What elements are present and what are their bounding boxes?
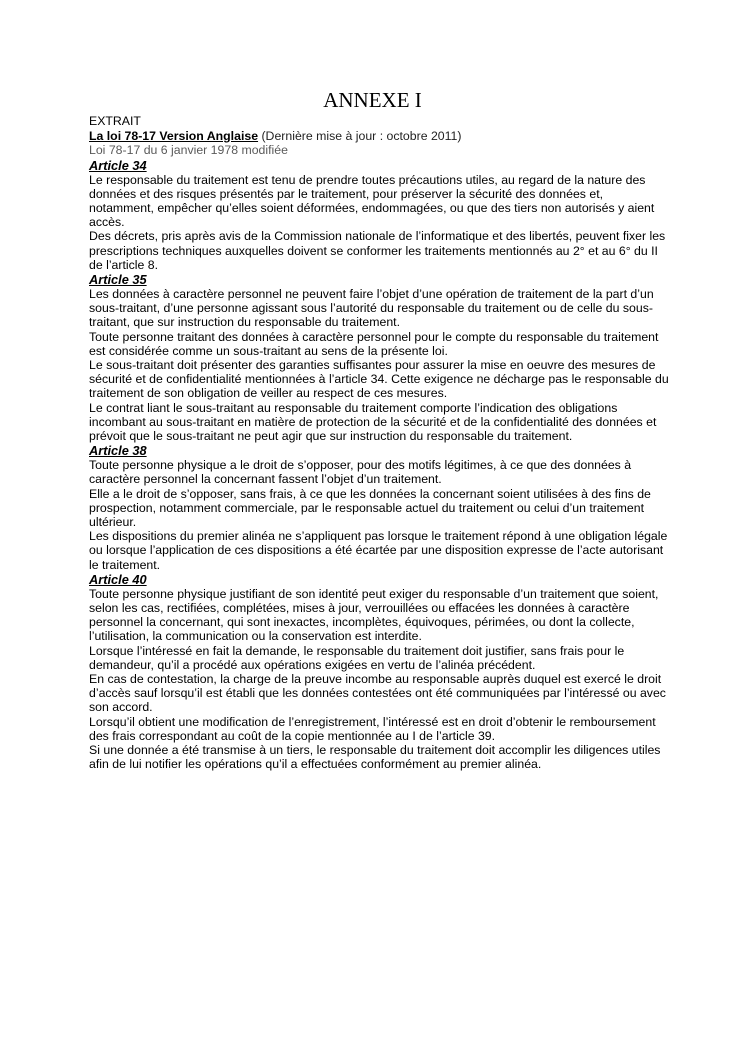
article-paragraph: Les dispositions du premier alinéa ne s’appliquent pas lorsque le traitement répond à une obligation légale ou lorsque l’application de ces dispositions a été écartée par une disposition expresse de l’acte autorisant le traitement.: [89, 529, 668, 572]
page-title: ANNEXE I: [323, 88, 422, 112]
article-heading: Article 38: [89, 443, 147, 459]
article-paragraph: Lorsqu’il obtient une modification de l’enregistrement, l’intéressé est en droit d’obtenir le remboursement des frais correspondant au coût de la copie mentionnée au I de l’article 39.: [89, 714, 656, 743]
article-paragraph: Toute personne physique a le droit de s’opposer, pour des motifs légitimes, à ce que des données à caractère personnel la concernant fassent l’objet d’un traitement.: [89, 458, 632, 487]
extract-header: [89, 114, 669, 158]
article-35: [89, 272, 669, 443]
law-subtitle: Loi 78-17 du 6 janvier 1978 modifiée: [89, 143, 288, 157]
article-paragraph: Toute personne traitant des données à caractère personnel pour le compte du responsable du traitement est considérée comme un sous-traitant au sens de la présente loi.: [89, 329, 659, 358]
article-paragraph: Le responsable du traitement est tenu de prendre toutes précautions utiles, au regard de la nature des données et des risques présentés par le traitement, pour préserver la sécurité des données et, notamment, empêcher qu’elles soient déformées, endommagées, ou que des tiers non autorisés y aient accès.: [89, 172, 655, 230]
extract-label: EXTRAIT: [89, 114, 141, 128]
article-38: [89, 443, 669, 572]
article-paragraph: Elle a le droit de s’opposer, sans frais, à ce que les données la concernant soient utilisées à des fins de prospection, notamment commerciale, par le responsable actuel du traitement ou celui d’un traitement ultérieur.: [89, 486, 651, 529]
article-paragraph: En cas de contestation, la charge de la preuve incombe au responsable auprès duquel est exercé le droit d’accès sauf lorsqu’il est établi que les données contestées ont été communiquées par l’intéressé ou avec son accord.: [89, 672, 666, 715]
article-paragraph: Le contrat liant le sous-traitant au responsable du traitement comporte l’indication des obligations incombant au sous-traitant en matière de protection de la sécurité et de la confidentialité des données et prévoit que le sous-traitant ne peut agir que sur instruction du responsable du traitement.: [89, 400, 657, 443]
article-paragraph: Le sous-traitant doit présenter des garanties suffisantes pour assurer la mise en oeuvre des mesures de sécurité et de confidentialité mentionnées à l’article 34. Cette exigence ne décharge pas le responsable du traitement de son obligation de veiller au respect de ces mesures.: [89, 357, 669, 401]
law-update-note: (Dernière mise à jour : octobre 2011): [258, 128, 462, 143]
article-heading: Article 34: [89, 157, 147, 173]
law-title-link[interactable]: La loi 78-17 Version Anglaise: [89, 128, 259, 143]
article-paragraph: Les données à caractère personnel ne peuvent faire l’objet d’une opération de traitement de la part d’un sous-traitant, d’une personne agissant sous l’autorité du responsable du traitement ou de celle du sous-traitant, que sur instruction du responsable du traitement.: [89, 286, 654, 330]
article-heading: Article 35: [89, 271, 147, 287]
law-reference: [89, 129, 669, 144]
article-paragraph: Des décrets, pris après avis de la Commission nationale de l’informatique et des libertés, peuvent fixer les prescriptions techniques auxquelles doivent se conformer les traitements mentionnés au 2° et au 6° du II de l’article 8.: [89, 229, 666, 272]
article-paragraph: Lorsque l’intéressé en fait la demande, le responsable du traitement doit justifier, sans frais pour le demandeur, qu’il a procédé aux opérations exigées en vertu de l’alinéa précédent.: [89, 643, 625, 672]
article-40: [89, 572, 669, 772]
article-paragraph: Toute personne physique justifiant de son identité peut exiger du responsable d’un traitement que soient, selon les cas, rectifiées, complétées, mises à jour, verrouillées ou effacées les données à caractère personnel la concernant, qui sont inexactes, incomplètes, équivoques, périmées, ou dont la collecte, l’utilisation, la communication ou la conservation est interdite.: [89, 586, 659, 644]
article-34: [89, 158, 669, 272]
article-paragraph: Si une donnée a été transmise à un tiers, le responsable du traitement doit accomplir les diligences utiles afin de lui notifier les opérations qu’il a effectuées conformément au premier alinéa.: [89, 743, 661, 772]
document-body: [89, 114, 669, 771]
article-heading: Article 40: [89, 571, 147, 587]
